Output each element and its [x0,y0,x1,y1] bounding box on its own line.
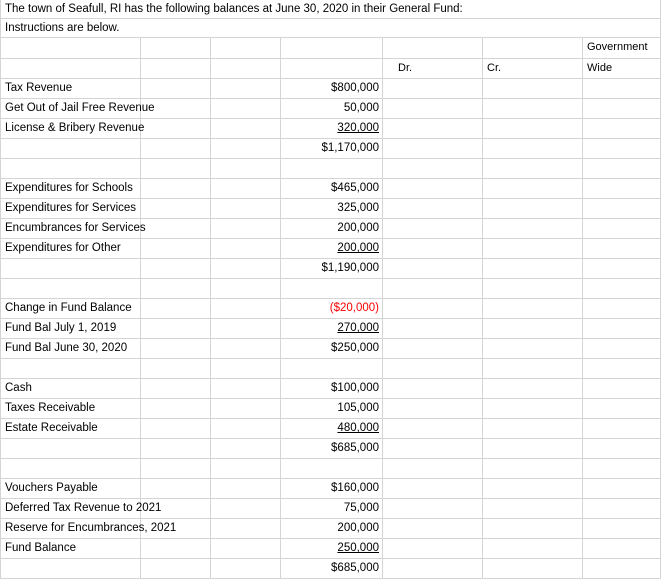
liabilities-total[interactable]: $685,000 [331,562,379,574]
expenditures-total[interactable]: $1,190,000 [321,262,379,274]
header-government: Government [587,41,648,53]
header-wide: Wide [587,62,613,74]
row-amount[interactable]: 200,000 [337,222,379,234]
row-label[interactable]: Cash [5,382,32,394]
row-amount[interactable]: 50,000 [343,102,379,114]
row-amount-negative[interactable]: ($20,000) [329,302,379,314]
row-label[interactable]: License & Bribery Revenue [5,122,145,134]
gridline [0,0,1,579]
row-label[interactable]: Taxes Receivable [5,402,96,414]
row-amount[interactable]: 320,000 [337,122,379,134]
row-amount[interactable]: $160,000 [331,482,379,494]
gridline [210,37,211,579]
row-label[interactable]: Expenditures for Services [5,202,137,214]
row-label[interactable]: Encumbrances for Services [5,222,146,234]
revenues-total[interactable]: $1,170,000 [321,142,379,154]
row-label[interactable]: Fund Bal July 1, 2019 [5,322,117,334]
row-amount[interactable]: 200,000 [337,242,379,254]
row-amount[interactable]: $800,000 [331,82,379,94]
row-amount[interactable]: 270,000 [337,322,379,334]
row-label[interactable]: Fund Bal June 30, 2020 [5,342,128,354]
gridline [0,358,661,359]
gridline [582,37,583,579]
gridline [0,458,661,459]
gridline [0,278,661,279]
header-dr: Dr. [398,62,413,74]
gridline [382,37,383,579]
row-label[interactable]: Estate Receivable [5,422,98,434]
row-label[interactable]: Change in Fund Balance [5,302,132,314]
row-amount[interactable]: $100,000 [331,382,379,394]
row-label[interactable]: Reserve for Encumbrances, 2021 [5,522,177,534]
row-amount[interactable]: 480,000 [337,422,379,434]
row-amount[interactable]: 200,000 [337,522,379,534]
gridline [0,58,661,59]
row-amount[interactable]: 250,000 [337,542,379,554]
row-amount[interactable]: $465,000 [331,182,379,194]
row-amount[interactable]: 75,000 [343,502,379,514]
row-label[interactable]: Vouchers Payable [5,482,98,494]
assets-total[interactable]: $685,000 [331,442,379,454]
row-label[interactable]: Expenditures for Other [5,242,121,254]
row-amount[interactable]: 325,000 [337,202,379,214]
gridline [0,158,661,159]
row-label[interactable]: Fund Balance [5,542,76,554]
row-label[interactable]: Get Out of Jail Free Revenue [5,102,155,114]
row-label[interactable]: Tax Revenue [5,82,73,94]
row-label[interactable]: Expenditures for Schools [5,182,133,194]
row-label[interactable]: Deferred Tax Revenue to 2021 [5,502,162,514]
problem-instructions: Instructions are below. [5,22,120,34]
row-amount[interactable]: 105,000 [337,402,379,414]
problem-title: The town of Seafull, RI has the following balances at June 30, 2020 in their General Fund: [5,3,463,15]
row-amount[interactable]: $250,000 [331,342,379,354]
header-cr: Cr. [487,62,502,74]
gridline [482,37,483,579]
